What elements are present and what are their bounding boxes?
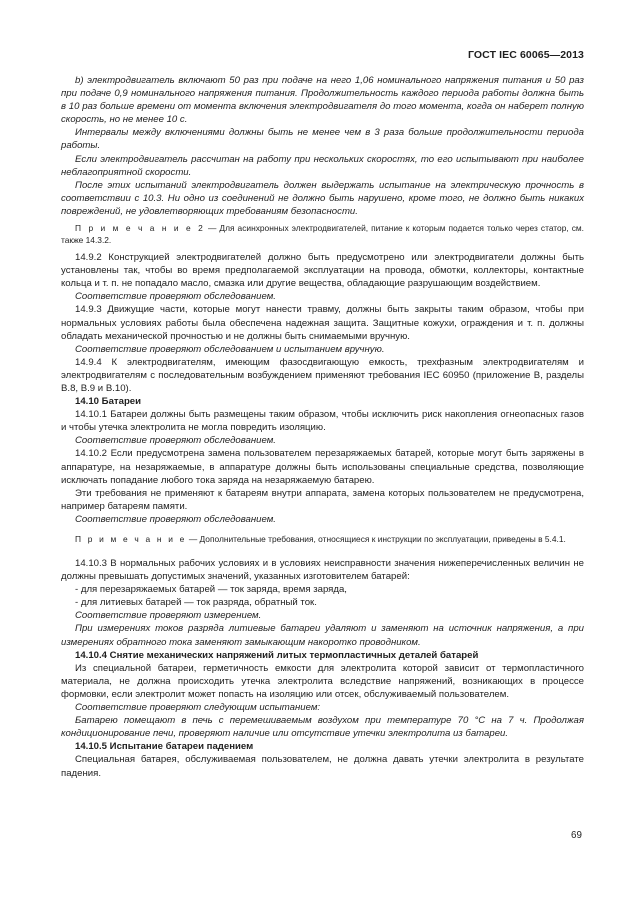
paragraph: Из специальной батареи, герметичность емкости для электролита которой зависит от термопластичного материала, не должна происходить утечка электролита вследствие напряжений, возникающих в процессе формовки, если электролит может попасть на изоляцию или отсек, обслуживаемый пользователем.	[61, 662, 584, 700]
note-text: — Дополнительные требования, относящиеся к инструкции по эксплуатации, приведены в 5.4.1.	[186, 534, 566, 544]
note-text: — Для асинхронных электродвигателей, питание к которым подается только через статор, см. также 14.3.2.	[61, 223, 584, 246]
paragraph: Специальная батарея, обслуживаемая пользователем, не должна давать утечки электролита в результате падения.	[61, 754, 584, 779]
paragraph: 14.10.2 Если предусмотрена замена пользователем перезаряжаемых батарей, которые могут быть заряжены в аппаратуре, на незаряжаемые, в аппаратуре должны быть использованы специальные средства, позволяющие исключать попадание любого тока заряда на незаряжаемую батарею.	[61, 448, 584, 486]
paragraph: Соответствие проверяют измерением.	[75, 610, 262, 622]
note	[61, 533, 584, 545]
list-item: - для литиевых батарей — ток разряда, обратный ток.	[75, 597, 317, 609]
spacer	[61, 550, 584, 557]
paragraph: 14.9.2 Конструкцией электродвигателей должно быть предусмотрено или электродвигатели должны быть установлены так, чтобы во время предполагаемой эксплуатации на провода, обмотки, коллекторы, контактные кольца и т. п. не попадало масло, смазка или другие вещества, обладающие разрушающим воздействием.	[61, 252, 584, 290]
note-label: П р и м е ч а н и е	[75, 534, 187, 544]
paragraph: Соответствие проверяют обследованием.	[75, 513, 276, 525]
section-heading: 14.10.5 Испытание батареи падением	[75, 741, 254, 753]
paragraph: Эти требования не применяют к батареям внутри аппарата, замена которых пользователем не предусмотрена, например батареям памяти.	[61, 487, 584, 512]
list-item: - для перезаряжаемых батарей — ток заряда, время заряда,	[75, 584, 347, 596]
paragraph: 14.9.4 К электродвигателям, имеющим фазосдвигающую емкость, трехфазным электродвигателям и электродвигателям с последовательным возбуждением применяют требования IEC 60950 (приложение В, разделы В.8, В.9 и В.10).	[61, 356, 584, 394]
paragraph: Интервалы между включениями должны быть не менее чем в 3 раза больше продолжительности периода работы.	[61, 127, 584, 152]
paragraph: Если электродвигатель рассчитан на работу при нескольких скоростях, то его испытывают при наиболее неблагоприятной скорости.	[61, 153, 584, 178]
paragraph: 14.9.3 Движущие части, которые могут нанести травму, должны быть закрыты таким образом, чтобы при нормальных условиях работы была обеспечена надежная защита. Защитные кожухи, ограждения и т. п. должны обладать механической прочностью и не должны быть снимаемыми вручную.	[61, 304, 584, 342]
paragraph: Соответствие проверяют обследованием.	[75, 435, 276, 447]
section-heading: 14.10 Батареи	[75, 396, 142, 408]
paragraph: Батарею помещают в печь с перемешиваемым воздухом при температуре 70 °С на 7 ч. Продолжая кондиционирование печи, проверяют наличие или отсутствие утечки электролита из батареи.	[61, 715, 584, 740]
page-number: 69	[571, 830, 582, 841]
standard-header: ГОСТ IEC 60065—2013	[467, 49, 584, 61]
paragraph: После этих испытаний электродвигатель должен выдержать испытание на электрическую прочность в соответствии с 10.3. Ни одно из соединений не должно быть нарушено, кроме того, не должно быть никаких повреждений, не удовлетворяющих требованиям безопасности.	[61, 179, 584, 217]
note-2	[61, 222, 584, 246]
section-heading: 14.10.4 Снятие механических напряжений литых термопластичных деталей батарей	[75, 649, 479, 661]
paragraph: Соответствие проверяют обследованием и испытанием вручную.	[75, 343, 385, 355]
paragraph: 14.10.1 Батареи должны быть размещены таким образом, чтобы исключить риск накопления огнеопасных газов и чтобы утечка электролита не могла повредить изоляцию.	[61, 409, 584, 434]
paragraph: При измерениях токов разряда литиевые батареи удаляют и заменяют на источник напряжения, а при измерениях обратного тока заменяют замыкающим накоротко проводником.	[61, 623, 584, 648]
paragraph: Соответствие проверяют обследованием.	[75, 291, 276, 303]
paragraph: Соответствие проверяют следующим испытанием:	[75, 702, 321, 714]
page-body	[61, 74, 584, 780]
note-label: П р и м е ч а н и е 2	[75, 223, 205, 234]
paragraph: b) электродвигатель включают 50 раз при подаче на него 1,06 номинального напряжения питания и 50 раз при подаче 0,9 номинального напряжения питания. Продолжительность каждого периода работы должна быть в 10 раз больше времени от момента включения электродвигателя до того момента, когда он наберет полную скорость, но не менее 10 с.	[61, 75, 584, 126]
paragraph: 14.10.3 В нормальных рабочих условиях и в условиях неисправности значения нижеперечисленных величин не должны превышать допустимых значений, указанных изготовителем батарей:	[61, 558, 584, 583]
